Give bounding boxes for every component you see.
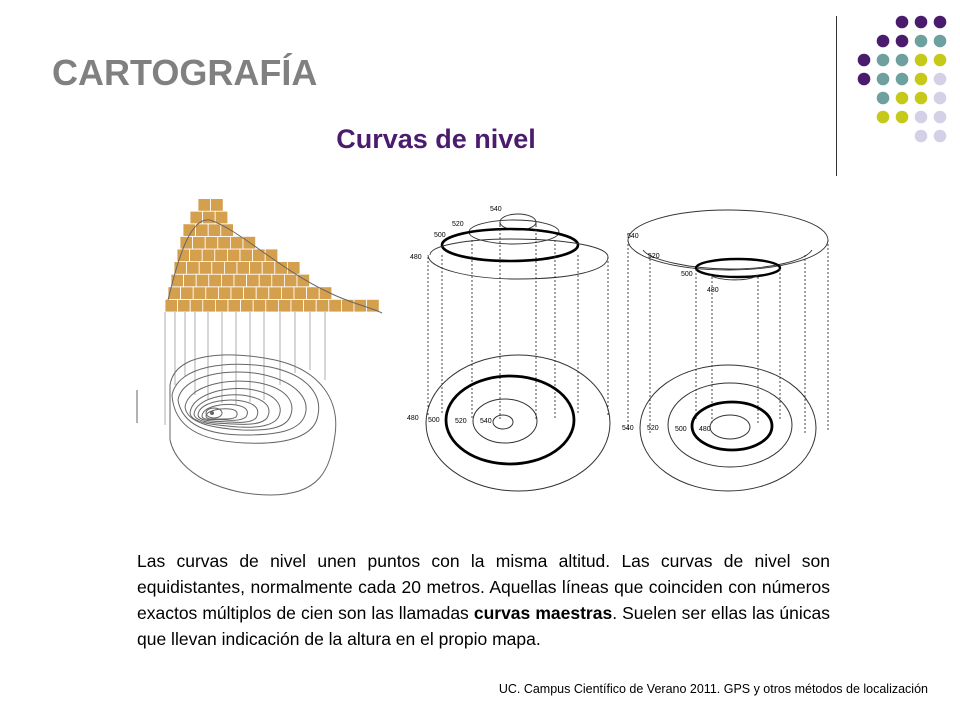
contour-map-right — [640, 365, 816, 491]
right-label-500-top: 500 — [681, 271, 693, 278]
label-480-top: 480 — [410, 254, 422, 261]
emphasis-curvas-maestras: curvas maestras — [473, 603, 613, 623]
footer-text: UC. Campus Científico de Verano 2011. GPS y otros métodos de localización — [498, 682, 928, 696]
profile-bar-cell — [215, 211, 228, 224]
profile-bar-cell — [174, 262, 187, 275]
profile-bar-cell — [256, 287, 269, 300]
profile-bar-cell — [187, 262, 200, 275]
profile-bar-cell — [253, 299, 266, 312]
label-520-top: 520 — [452, 221, 464, 228]
profile-bar-cell — [269, 287, 282, 300]
cone-figure-right — [622, 210, 828, 491]
profile-bar-cell — [202, 249, 215, 262]
profile-bar-cell — [215, 299, 228, 312]
label-500-top: 500 — [434, 232, 446, 239]
profile-bar-cell — [218, 236, 231, 249]
cone-3d-middle — [428, 214, 608, 420]
decorative-dot — [915, 130, 928, 143]
profile-bar-cell — [209, 274, 222, 287]
decorative-dot — [896, 92, 909, 105]
profile-bar-cell — [184, 274, 197, 287]
header-divider — [836, 16, 837, 176]
profile-bar-cell — [178, 299, 191, 312]
profile-bar-cell — [203, 299, 216, 312]
decorative-dot — [934, 54, 947, 67]
decorative-dot — [934, 111, 947, 124]
decorative-dot — [915, 73, 928, 86]
profile-bar-cell — [190, 249, 203, 262]
right-label-520-top: 520 — [648, 253, 660, 260]
label-520-bottom: 520 — [455, 418, 467, 425]
profile-bar-cell — [259, 274, 272, 287]
profile-bar-cell — [266, 299, 279, 312]
profile-bar-cell — [211, 199, 224, 212]
explanation-paragraph: Las curvas de nivel unen puntos con la misma altitud. Las curvas de nivel son equidistantes, normalmente cada 20 metros. Aquellas líneas que coinciden con números exactos múltiplos de cien son las llamadas curvas maestras. Suelen ser ellas las únicas que llevan indicación de la altura en el propio mapa. — [137, 551, 831, 649]
profile-bar-cell — [221, 274, 234, 287]
profile-bar-cell — [278, 299, 291, 312]
decorative-dot — [877, 111, 890, 124]
profile-bar-cell — [284, 274, 297, 287]
profile-bar-cell — [247, 274, 260, 287]
contour-diagram — [130, 195, 830, 500]
page-title: CARTOGRAFÍA — [52, 52, 318, 93]
decorative-dot — [915, 111, 928, 124]
profile-bar-cell — [193, 287, 206, 300]
cone-figure-middle — [407, 206, 610, 491]
decorative-dot — [858, 54, 871, 67]
profile-bar-cell — [180, 236, 193, 249]
label-500-bottom: 500 — [428, 417, 440, 424]
decorative-dot — [934, 92, 947, 105]
decorative-dot — [858, 73, 871, 86]
decorative-dot — [896, 54, 909, 67]
contour-map-middle — [426, 355, 610, 491]
right-label-540-top: 540 — [627, 233, 639, 240]
profile-bar-cell — [294, 287, 307, 300]
profile-bar-cell — [218, 287, 231, 300]
profile-bar-cell — [181, 287, 194, 300]
decorative-dot — [896, 73, 909, 86]
label-480-bottom: 480 — [407, 415, 419, 422]
profile-bar-cell — [205, 236, 218, 249]
profile-bar-cell — [237, 262, 250, 275]
label-540-bottom: 540 — [480, 418, 492, 425]
profile-bar-cell — [190, 299, 203, 312]
profile-bar-cell — [230, 236, 243, 249]
profile-bar-cell — [281, 287, 294, 300]
decorative-dot — [896, 111, 909, 124]
profile-bar-cell — [165, 299, 178, 312]
profile-bar-cell — [228, 299, 241, 312]
profile-bar-cell — [206, 287, 219, 300]
decorative-dot — [934, 130, 947, 143]
decorative-dot — [934, 73, 947, 86]
right-label-500-bottom: 500 — [675, 426, 687, 433]
decorative-dot — [877, 35, 890, 48]
profile-bar-cell — [241, 299, 254, 312]
slide-subtitle: Curvas de nivel — [336, 124, 536, 154]
decorative-dot — [877, 92, 890, 105]
decorative-dot — [877, 54, 890, 67]
decorative-dot — [934, 16, 947, 29]
profile-bar-cell — [234, 274, 247, 287]
profile-bar-cell — [304, 299, 317, 312]
profile-bar-cell — [240, 249, 253, 262]
profile-bar-cell — [316, 299, 329, 312]
right-label-540-bottom: 540 — [622, 425, 634, 432]
label-540-top: 540 — [490, 206, 502, 213]
profile-bar-cell — [231, 287, 244, 300]
profile-bar-cell — [244, 287, 257, 300]
profile-bar-cell — [291, 299, 304, 312]
profile-bar-cell — [354, 299, 367, 312]
decorative-dot — [915, 35, 928, 48]
decorative-dot — [915, 92, 928, 105]
profile-bar-cell — [208, 224, 221, 237]
profile-bar-cell — [341, 299, 354, 312]
profile-bar-cell — [196, 274, 209, 287]
right-label-480-top: 480 — [707, 287, 719, 294]
profile-bar-cell — [203, 211, 216, 224]
profile-bar-cell — [253, 249, 266, 262]
profile-bar-cell — [262, 262, 275, 275]
decorative-dot — [877, 73, 890, 86]
profile-bar-cell — [193, 236, 206, 249]
profile-bar-cell — [307, 287, 320, 300]
right-label-520-bottom: 520 — [647, 425, 659, 432]
profile-bar-cell — [212, 262, 225, 275]
decorative-dot — [915, 54, 928, 67]
profile-bar-cell — [329, 299, 342, 312]
decorative-dot — [896, 16, 909, 29]
decorative-dot — [896, 35, 909, 48]
profile-bar-cell — [227, 249, 240, 262]
profile-bar-cell — [215, 249, 228, 262]
profile-contour-figure — [137, 199, 382, 495]
decorative-dot — [915, 16, 928, 29]
profile-bar-cell — [224, 262, 237, 275]
profile-bar-cell — [272, 274, 285, 287]
profile-bar-cell — [367, 299, 380, 312]
profile-bar-cell — [199, 262, 212, 275]
profile-bar-cell — [198, 199, 211, 212]
profile-bar-cell — [250, 262, 263, 275]
decorative-dot-grid — [852, 14, 952, 164]
right-label-480-bottom: 480 — [699, 426, 711, 433]
profile-bars — [165, 199, 379, 312]
profile-bar-cell — [196, 224, 209, 237]
decorative-dot — [934, 35, 947, 48]
